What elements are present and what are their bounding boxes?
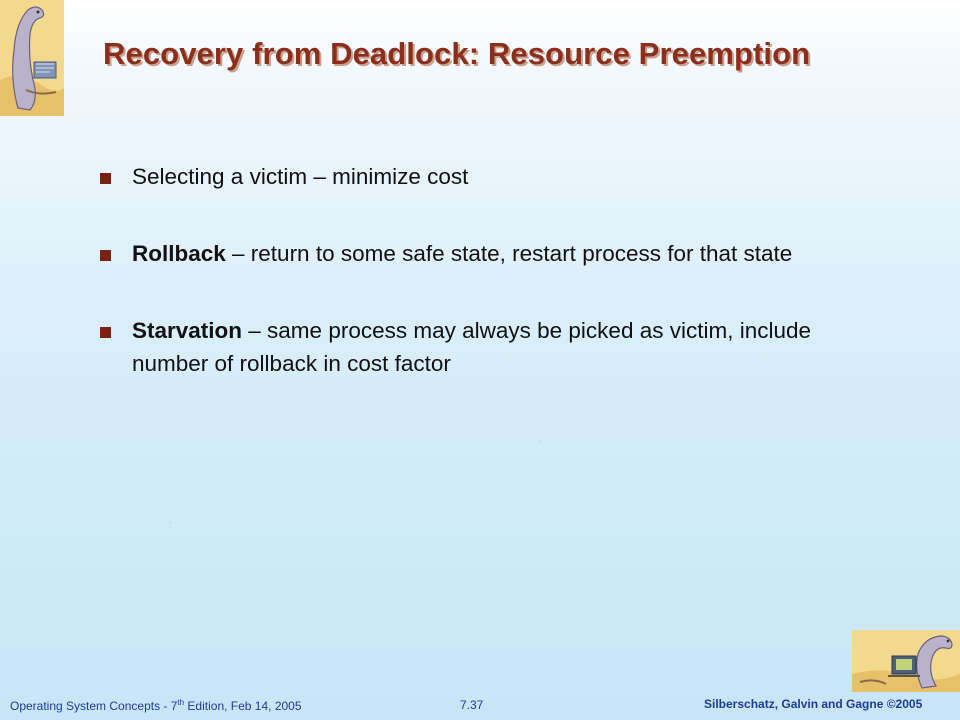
bullet-item: [98, 160, 878, 193]
footer-edition-text: Edition, Feb 14, 2005: [184, 699, 302, 713]
stray-dot: [540, 441, 541, 442]
square-bullet-icon: [100, 327, 111, 338]
bullet-text: – return to some safe state, restart process for that state: [225, 241, 793, 266]
square-bullet-icon: [100, 250, 111, 261]
dinosaur-computer-icon: [852, 630, 960, 692]
bullet-item: [98, 314, 878, 380]
bullet-bold-term: Starvation: [132, 318, 243, 343]
slide-title: Recovery from Deadlock: Resource Preemption: [103, 36, 811, 71]
square-bullet-icon: [100, 173, 111, 184]
dinosaur-reading-icon: [0, 0, 64, 116]
bullet-list: [98, 160, 878, 380]
bullet-text: Selecting a victim – minimize cost: [132, 164, 469, 189]
footer-edition-sup: th: [177, 698, 185, 707]
bullet-text: – same process may always be picked as victim, include number of rollback in cost factor: [132, 318, 812, 376]
footer-copyright: Silberschatz, Galvin and Gagne ©2005: [704, 697, 923, 711]
footer-book-title-text: Operating System Concepts - 7: [10, 699, 178, 713]
footer-book-title: [10, 698, 302, 713]
stray-dot: [170, 522, 171, 523]
bullet-bold-term: Rollback: [132, 241, 226, 266]
bullet-item: [98, 237, 878, 270]
page-number: 7.37: [460, 698, 484, 712]
